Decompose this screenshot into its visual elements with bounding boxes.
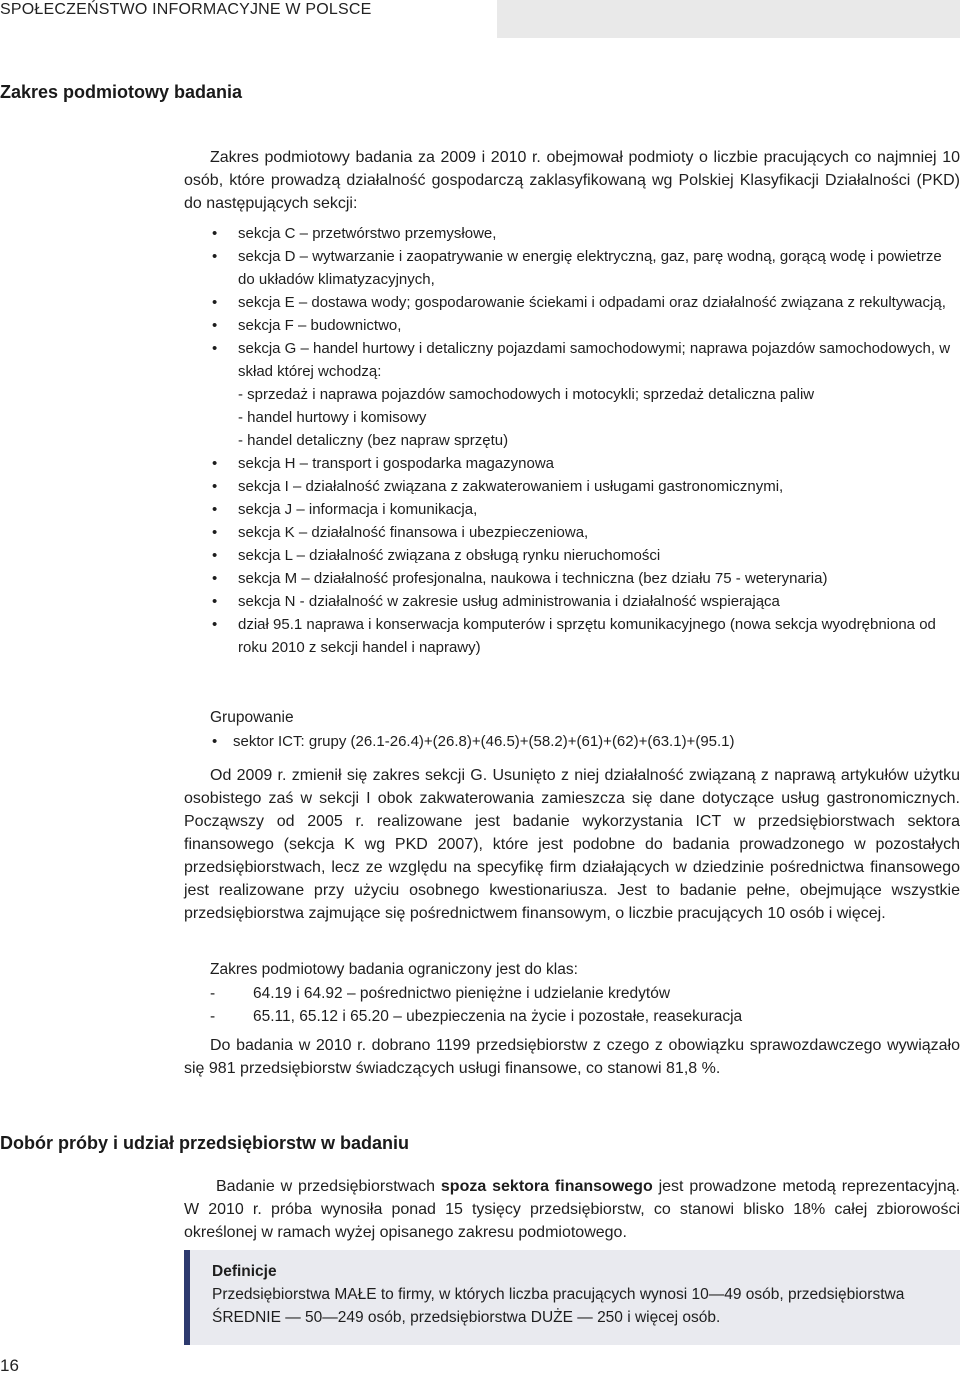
sub-item: - handel hurtowy i komisowy: [238, 409, 427, 426]
list-item: • sekcja J – informacja i komunikacja,: [212, 501, 478, 518]
section-heading-sample: Dobór próby i udział przedsiębiorstw w badaniu: [0, 1133, 410, 1153]
sub-item: - handel detaliczny (bez napraw sprzętu): [238, 432, 509, 449]
paragraph-sample-2010: Do badania w 2010 r. dobrano 1199 przedsiębiorstw z czego z obowiązku sprawozdawczego wywiązało się 981 przedsiębiorstw świadczących usługi finansowe, co stanowi 81,8 %.: [184, 1037, 960, 1077]
list-item: • sektor ICT: grupy (26.1-26.4)+(26.8)+(46.5)+(58.2)+(61)+(62)+(63.1)+(95.1): [212, 733, 735, 750]
grouping-label: Grupowanie: [210, 709, 294, 726]
definitions-box: [184, 1250, 960, 1345]
definitions-title: Definicje: [212, 1263, 277, 1280]
sub-item: - sprzedaż i naprawa pojazdów samochodowych i motocykli; sprzedaż detaliczna paliw: [238, 386, 815, 403]
list-item: • sekcja G – handel hurtowy i detaliczny pojazdami samochodowymi; naprawa pojazdów samochodowych, w skład której wchodzą:: [212, 340, 951, 380]
section-heading-scope: Zakres podmiotowy badania: [0, 82, 243, 102]
list-item: • sekcja C – przetwórstwo przemysłowe,: [212, 225, 497, 242]
class-item: - 64.19 i 64.92 – pośrednictwo pieniężne i udzielanie kredytów: [210, 985, 671, 1002]
running-header: SPOŁECZEŃSTWO INFORMACYJNE W POLSCE: [0, 1, 372, 18]
paragraph-changes: Od 2009 r. zmienił się zakres sekcji G. Usunięto z niej działalność związaną z naprawą artykułów użytku osobistego zaś w sekcji I obok zakwaterowania zamieszcza się dane dotyczące usług gastronomicznych. Począwszy od 2005 r. realizowane jest badanie wykorzystania ICT w przedsiębiorstwach sektora finansowego (sekcja K wg PKD 2007), które jest podobne do badania prowadzonego w pozostałych przedsiębiorstwach, lecz ze względu na specyfikę firm działających w dziedzinie pośrednictwa finansowego jest realizowane przy użyciu osobnego kwestionariusza. Jest to badanie pełne, obejmujące wszystkie przedsiębiorstwa zajmujące się pośrednictwem finansowym, o liczbie pracujących 10 osób i więcej.: [184, 767, 960, 922]
list-item: • sekcja I – działalność związana z zakwaterowaniem i usługami gastronomicznymi,: [212, 478, 784, 495]
list-item: • sekcja H – transport i gospodarka magazynowa: [212, 455, 554, 472]
paragraph-sampling: Badanie w przedsiębiorstwach spoza sektora finansowego jest prowadzone metodą reprezentacyjną. W 2010 r. próba wynosiła ponad 15 tysięcy przedsiębiorstw, co stanowi blisko 18% całej zbiorowości określonej w ramach wyżej opisanego zakresu podmiotowego.: [184, 1178, 960, 1241]
header-bar: [497, 0, 960, 38]
bold-phrase: spoza sektora finansowego: [440, 1178, 653, 1195]
class-item: - 65.11, 65.12 i 65.20 – ubezpieczenia na życie i pozostałe, reasekuracja: [210, 1008, 743, 1025]
sections-list: [210, 222, 960, 659]
list-item: • sekcja N - działalność w zakresie usług administrowania i działalność wspierająca: [212, 593, 780, 610]
definitions-text: Przedsiębiorstwa MAŁE to firmy, w których liczba pracujących wynosi 10—49 osób, przedsiębiorstwa ŚREDNIE — 50—249 osób, przedsiębiorstwa DUŻE — 250 i więcej osób.: [212, 1286, 905, 1326]
grouping-list: [210, 730, 960, 753]
list-item: • sekcja L – działalność związana z obsługą rynku nieruchomości: [212, 547, 661, 564]
list-item: • sekcja K – działalność finansowa i ubezpieczeniowa,: [212, 524, 589, 541]
intro-text: Zakres podmiotowy badania za 2009 i 2010 r. obejmował podmioty o liczbie pracujących co najmniej 10 osób, które prowadzą działalność gospodarczą zaklasyfikowaną wg Polskiej Klasyfikacji Działalności (PKD) do następujących sekcji:: [184, 149, 960, 212]
list-item: • sekcja E – dostawa wody; gospodarowanie ściekami i odpadami oraz działalność związana z rekultywacją,: [212, 294, 946, 311]
list-item: • sekcja M – działalność profesjonalna, naukowa i techniczna (bez działu 75 - weterynaria): [212, 570, 828, 587]
list-item: • dział 95.1 naprawa i konserwacja komputerów i sprzętu komunikacyjnego (nowa sekcja wyodrębniona od roku 2010 z sekcji handel i naprawy): [212, 616, 936, 656]
page-number: 16: [0, 1356, 19, 1375]
intro-paragraph: [184, 146, 960, 215]
list-item: • sekcja F – budownictwo,: [212, 317, 402, 334]
list-item: • sekcja D – wytwarzanie i zaopatrywanie w energię elektryczną, gaz, parę wodną, gorącą wodę i powietrze do układów klimatyzacyjnych,: [212, 248, 942, 288]
classes-intro: Zakres podmiotowy badania ograniczony jest do klas:: [210, 961, 578, 978]
